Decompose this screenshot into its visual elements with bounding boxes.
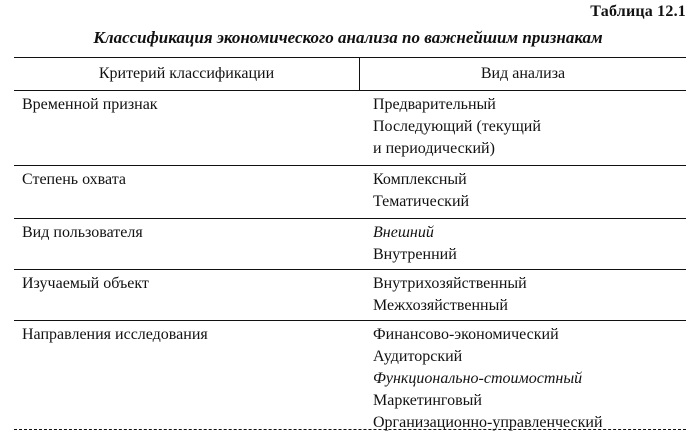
analysis-types-cell xyxy=(369,270,686,320)
analysis-type: Маркетинговый xyxy=(373,392,482,409)
table-row xyxy=(14,321,686,430)
analysis-type: Последующий (текущий xyxy=(373,118,541,135)
table-number: Таблица 12.1 xyxy=(590,3,686,20)
analysis-type: Аудиторский xyxy=(373,348,463,365)
analysis-type: и периодический) xyxy=(373,140,495,157)
criterion-cell: Степень охвата xyxy=(22,171,126,188)
table-header xyxy=(14,58,686,91)
analysis-type: Финансово-экономический xyxy=(373,326,559,343)
analysis-type: Межхозяйственный xyxy=(373,297,508,314)
analysis-type: Предварительный xyxy=(373,96,496,113)
analysis-type: Внешний xyxy=(373,224,434,241)
analysis-type: Комплексный xyxy=(373,171,467,188)
criterion-cell: Временной признак xyxy=(22,96,158,113)
header-criterion: Критерий классификации xyxy=(14,58,360,90)
classification-table xyxy=(14,57,686,430)
analysis-type: Функционально-стоимостный xyxy=(373,370,583,387)
table-row xyxy=(14,166,686,219)
analysis-type: Внутрихозяйственный xyxy=(373,275,527,292)
table-row xyxy=(14,91,686,166)
table-row xyxy=(14,219,686,270)
analysis-types-cell xyxy=(369,91,686,165)
criterion-cell: Изучаемый объект xyxy=(22,275,149,292)
criterion-cell: Направления исследования xyxy=(22,326,208,343)
analysis-type: Организационно-управленческий xyxy=(373,414,603,431)
header-analysis-type: Вид анализа xyxy=(480,65,566,82)
table-caption: Классификация экономического анализа по важнейшим признакам xyxy=(93,28,603,47)
analysis-types-cell xyxy=(369,321,686,429)
criterion-cell: Вид пользователя xyxy=(22,224,143,241)
analysis-type: Внутренний xyxy=(373,246,457,263)
table-row xyxy=(14,270,686,321)
analysis-types-cell xyxy=(369,166,686,218)
analysis-type: Тематический xyxy=(373,193,470,210)
analysis-types-cell xyxy=(369,219,686,269)
